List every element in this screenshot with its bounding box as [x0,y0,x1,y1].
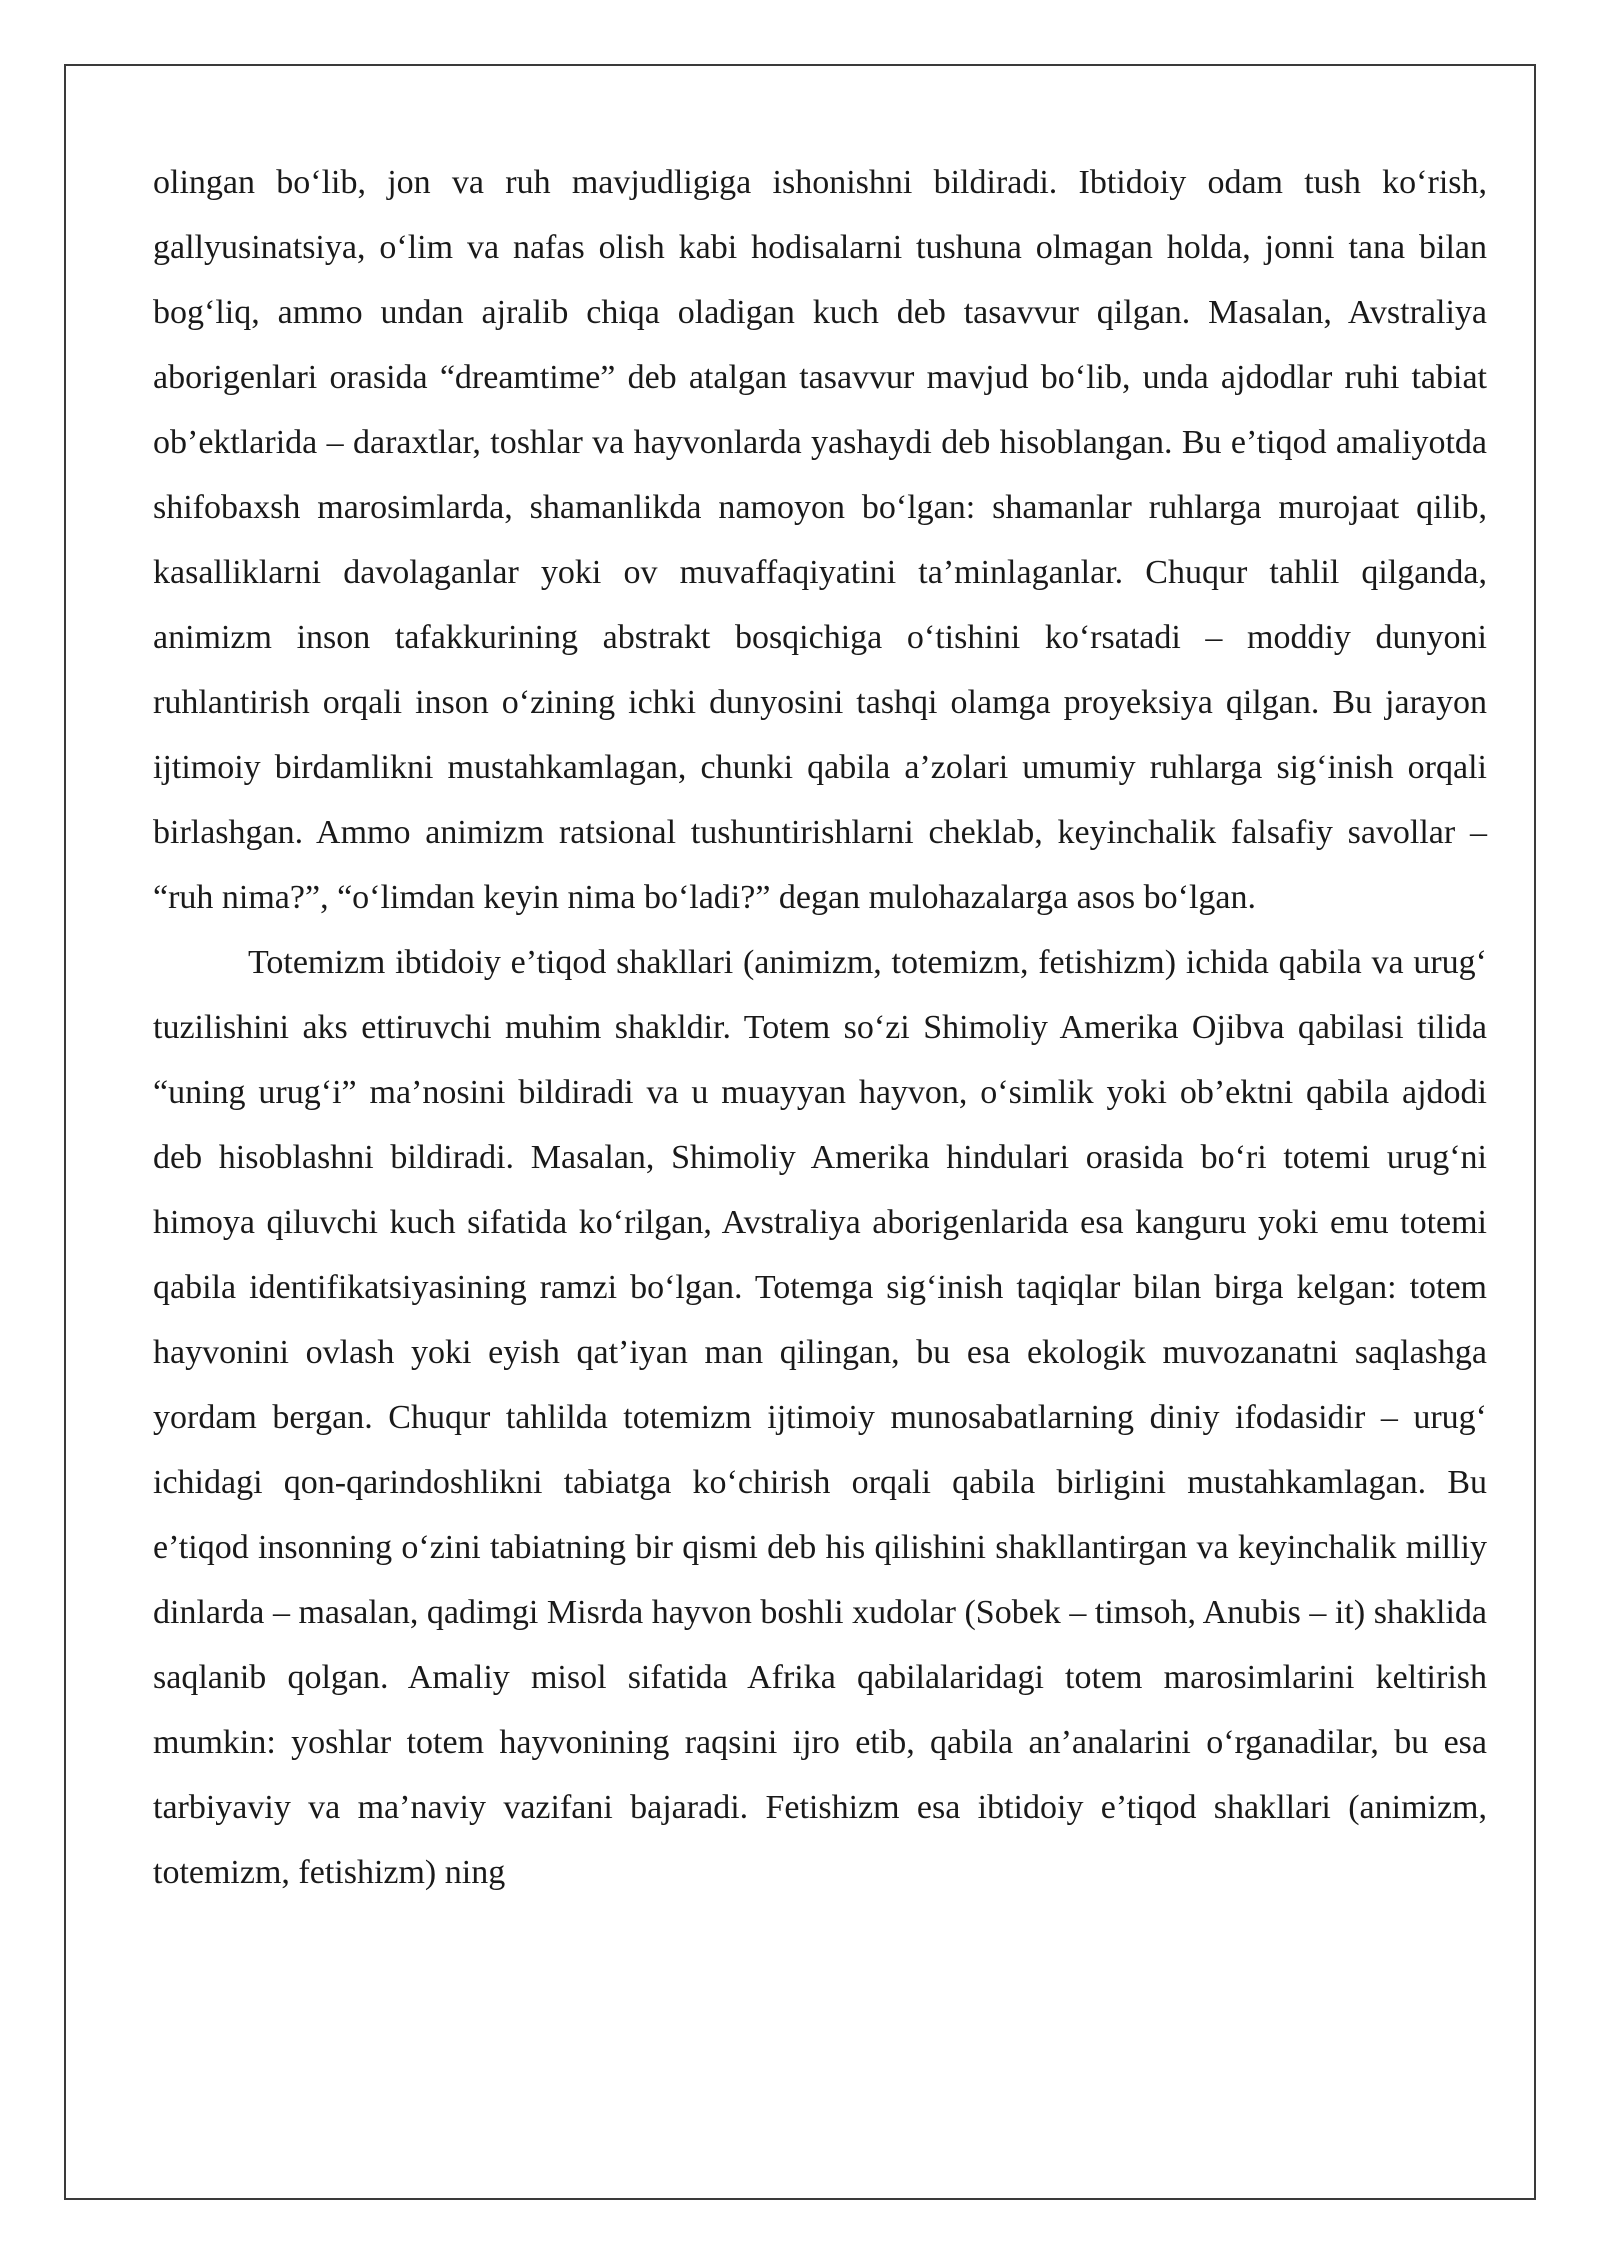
paragraph-totemism: Totemizm ibtidoiy e’tiqod shakllari (animizm, totemizm, fetishizm) ichida qabila va urug‘ tuzilishini aks ettiruvchi muhim shakldir. Totem so‘zi Shimoliy Amerika Ojibva qabilasi tilida “uning urug‘i” ma’nosini bildiradi va u muayyan hayvon, o‘simlik yoki ob’ektni qabila ajdodi deb hisoblashni bildiradi. Masalan, Shimoliy Amerika hindulari orasida bo‘ri totemi urug‘ni himoya qiluvchi kuch sifatida ko‘rilgan, Avstraliya aborigenlarida esa kanguru yoki emu totemi qabila identifikatsiyasining ramzi bo‘lgan. Totemga sig‘inish taqiqlar bilan birga kelgan: totem hayvonini ovlash yoki eyish qat’iyan man qilingan, bu esa ekologik muvozanatni saqlashga yordam bergan. Chuqur tahlilda totemizm ijtimoiy munosabatlarning diniy ifodasidir – urug‘ ichidagi qon-qarindoshlikni tabiatga ko‘chirish orqali qabila birligini mustahkamlagan. Bu e’tiqod insonning o‘zini tabiatning bir qismi deb his qilishini shakllantirgan va keyinchalik milliy dinlarda – masalan, qadimgi Misrda hayvon boshli xudolar (Sobek – timsoh, Anubis – it) shaklida saqlanib qolgan. Amaliy misol sifatida Afrika qabilalaridagi totem marosimlarini keltirish mumkin: yoshlar totem hayvonining raqsini ijro etib, qabila an’analarini o‘rganadilar, bu esa tarbiyaviy va ma’naviy vazifani bajaradi. Fetishizm esa ibtidoiy e’tiqod shakllari (animizm, totemizm, fetishizm) ning [153,944,1487,1891]
paragraph-animism: olingan bo‘lib, jon va ruh mavjudligiga ishonishni bildiradi. Ibtidoiy odam tush ko‘rish, gallyusinatsiya, o‘lim va nafas olish kabi hodisalarni tushuna olmagan holda, jonni tana bilan bog‘liq, ammo undan ajralib chiqa oladigan kuch deb tasavvur qilgan. Masalan, Avstraliya aborigenlari orasida “dreamtime” deb atalgan tasavvur mavjud bo‘lib, unda ajdodlar ruhi tabiat ob’ektlarida – daraxtlar, toshlar va hayvonlarda yashaydi deb hisoblangan. Bu e’tiqod amaliyotda shifobaxsh marosimlarda, shamanlikda namoyon bo‘lgan: shamanlar ruhlarga murojaat qilib, kasalliklarni davolaganlar yoki ov muvaffaqiyatini ta’minlaganlar. Chuqur tahlil qilganda, animizm inson tafakkurining abstrakt bosqichiga o‘tishini ko‘rsatadi – moddiy dunyoni ruhlantirish orqali inson o‘zining ichki dunyosini tashqi olamga proyeksiya qilgan. Bu jarayon ijtimoiy birdamlikni mustahkamlagan, chunki qabila a’zolari umumiy ruhlarga sig‘inish orqali birlashgan. Ammo animizm ratsional tushuntirishlarni cheklab, keyinchalik falsafiy savollar – “ruh nima?”, “o‘limdan keyin nima bo‘ladi?” degan mulohazalarga asos bo‘lgan. [153,164,1487,916]
document-body [153,150,1487,1905]
